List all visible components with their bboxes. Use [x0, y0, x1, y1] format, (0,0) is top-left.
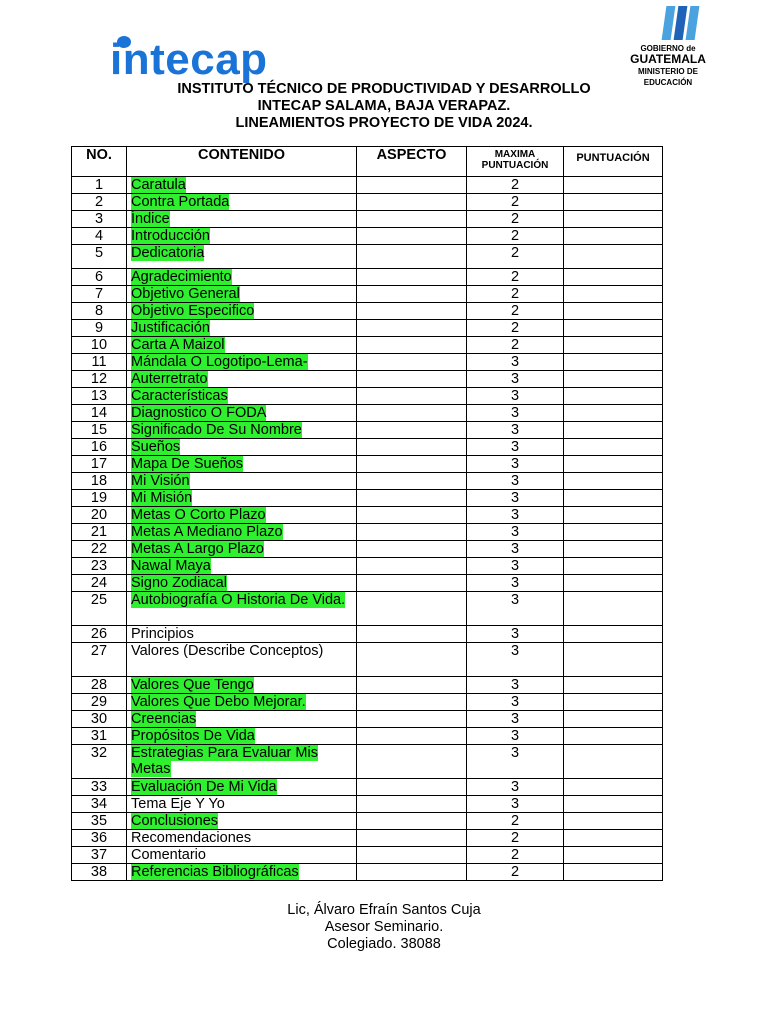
signer-name: Lic, Álvaro Efraín Santos Cuja [287, 902, 481, 918]
row-content: Principios [131, 626, 194, 642]
row-content: Sueños [131, 439, 181, 455]
row-content-cell [127, 405, 357, 422]
row-aspecto [357, 677, 467, 694]
row-max-score: 2 [467, 245, 564, 269]
column-header-maxima [467, 147, 564, 177]
column-header-contenido: CONTENIDO [127, 147, 357, 177]
row-max-score: 3 [467, 677, 564, 694]
row-aspecto [357, 524, 467, 541]
column-header-aspecto: ASPECTO [357, 147, 467, 177]
table-row [72, 830, 663, 847]
table-row [72, 388, 663, 405]
row-score [564, 507, 663, 524]
gobierno-line2: GUATEMALA [630, 52, 706, 66]
row-score [564, 694, 663, 711]
row-number: 7 [72, 286, 127, 303]
row-content-cell [127, 830, 357, 847]
row-aspecto [357, 337, 467, 354]
row-content: Autobiografía O Historia De Vida. [131, 592, 346, 608]
row-aspecto [357, 728, 467, 745]
row-score [564, 558, 663, 575]
row-aspecto [357, 473, 467, 490]
row-content-cell [127, 626, 357, 643]
document-title: LINEAMIENTOS PROYECTO DE VIDA 2024. [235, 115, 533, 131]
row-max-score: 3 [467, 592, 564, 626]
row-content: Comentario [131, 847, 206, 863]
row-aspecto [357, 211, 467, 228]
row-content-cell [127, 245, 357, 269]
row-score [564, 830, 663, 847]
table-row [72, 711, 663, 728]
row-number: 32 [72, 745, 127, 779]
table-row [72, 728, 663, 745]
row-content: Metas A Largo Plazo [131, 541, 264, 557]
row-number: 12 [72, 371, 127, 388]
row-number: 30 [72, 711, 127, 728]
row-score [564, 592, 663, 626]
row-score [564, 711, 663, 728]
row-content-cell [127, 177, 357, 194]
scoring-table [71, 146, 663, 881]
row-number: 16 [72, 439, 127, 456]
row-aspecto [357, 490, 467, 507]
row-content-cell [127, 541, 357, 558]
table-row [72, 422, 663, 439]
row-content-cell [127, 507, 357, 524]
row-content: Valores Que Debo Mejorar. [131, 694, 306, 710]
intecap-logo [110, 34, 320, 86]
table-body [72, 177, 663, 881]
row-content: Dedicatoria [131, 245, 205, 261]
row-aspecto [357, 830, 467, 847]
table-row [72, 490, 663, 507]
row-content: Metas A Mediano Plazo [131, 524, 283, 540]
row-aspecto [357, 711, 467, 728]
row-max-score: 3 [467, 371, 564, 388]
table-row [72, 524, 663, 541]
row-content: Mi Visión [131, 473, 190, 489]
row-aspecto [357, 507, 467, 524]
table-row [72, 592, 663, 626]
row-content-cell [127, 694, 357, 711]
row-max-score: 3 [467, 575, 564, 592]
row-max-score: 3 [467, 388, 564, 405]
row-number: 23 [72, 558, 127, 575]
table-row [72, 694, 663, 711]
flag-icon [642, 6, 718, 40]
row-number: 24 [72, 575, 127, 592]
column-header-maxima-line2: PUNTUACIÓN [481, 160, 549, 171]
row-max-score: 3 [467, 354, 564, 371]
row-content: Evaluación De Mi Vida [131, 779, 277, 795]
row-score [564, 422, 663, 439]
row-max-score: 3 [467, 779, 564, 796]
row-content-cell [127, 473, 357, 490]
row-content: Objetivo Especifico [131, 303, 255, 319]
row-content-cell [127, 354, 357, 371]
row-score [564, 371, 663, 388]
row-number: 11 [72, 354, 127, 371]
row-max-score: 2 [467, 320, 564, 337]
row-number: 10 [72, 337, 127, 354]
row-aspecto [357, 303, 467, 320]
row-max-score: 3 [467, 439, 564, 456]
table-row [72, 796, 663, 813]
table-row [72, 473, 663, 490]
row-max-score: 3 [467, 711, 564, 728]
row-content-cell [127, 524, 357, 541]
row-content: Nawal Maya [131, 558, 211, 574]
column-header-no: NO. [72, 147, 127, 177]
row-number: 9 [72, 320, 127, 337]
row-number: 36 [72, 830, 127, 847]
row-score [564, 779, 663, 796]
row-aspecto [357, 439, 467, 456]
row-number: 18 [72, 473, 127, 490]
row-max-score: 2 [467, 177, 564, 194]
row-content: Valores (Describe Conceptos) [131, 643, 324, 659]
row-number: 1 [72, 177, 127, 194]
row-content-cell [127, 456, 357, 473]
row-score [564, 677, 663, 694]
intecap-logo-text: intecap [110, 35, 268, 84]
row-score [564, 541, 663, 558]
row-content-cell [127, 779, 357, 796]
row-number: 29 [72, 694, 127, 711]
row-score [564, 439, 663, 456]
row-max-score: 3 [467, 490, 564, 507]
row-number: 28 [72, 677, 127, 694]
row-content-cell [127, 643, 357, 677]
row-max-score: 3 [467, 507, 564, 524]
row-aspecto [357, 575, 467, 592]
row-content-cell [127, 211, 357, 228]
row-content: Significado De Su Nombre [131, 422, 302, 438]
table-row [72, 643, 663, 677]
row-content: Referencias Bibliográficas [131, 864, 299, 880]
row-aspecto [357, 320, 467, 337]
table-row [72, 211, 663, 228]
row-content: Creencias [131, 711, 197, 727]
table-row [72, 745, 663, 779]
row-content-cell [127, 194, 357, 211]
row-max-score: 2 [467, 269, 564, 286]
gobierno-line1: GOBIERNO de [640, 44, 696, 53]
row-content-cell [127, 371, 357, 388]
row-content-cell [127, 575, 357, 592]
row-number: 20 [72, 507, 127, 524]
row-max-score: 3 [467, 558, 564, 575]
row-aspecto [357, 371, 467, 388]
row-number: 27 [72, 643, 127, 677]
row-content: Carta A Maizol [131, 337, 225, 353]
row-max-score: 3 [467, 524, 564, 541]
institute-title: INSTITUTO TÉCNICO DE PRODUCTIVIDAD Y DESARROLLO [177, 81, 591, 97]
row-content: Tema Eje Y Yo [131, 796, 225, 812]
row-content: Introducción [131, 228, 210, 244]
row-aspecto [357, 779, 467, 796]
row-content-cell [127, 796, 357, 813]
row-number: 33 [72, 779, 127, 796]
row-content: Características [131, 388, 228, 404]
table-row [72, 456, 663, 473]
table-row [72, 439, 663, 456]
table-row [72, 626, 663, 643]
row-aspecto [357, 354, 467, 371]
row-content-cell [127, 677, 357, 694]
row-content: Valores Que Tengo [131, 677, 254, 693]
row-number: 35 [72, 813, 127, 830]
row-content-cell [127, 439, 357, 456]
row-score [564, 320, 663, 337]
table-row [72, 677, 663, 694]
row-score [564, 388, 663, 405]
table-row [72, 371, 663, 388]
row-aspecto [357, 592, 467, 626]
row-content-cell [127, 711, 357, 728]
table-row [72, 303, 663, 320]
row-content: Diagnostico O FODA [131, 405, 267, 421]
row-aspecto [357, 643, 467, 677]
row-number: 38 [72, 864, 127, 881]
row-max-score: 3 [467, 796, 564, 813]
row-aspecto [357, 228, 467, 245]
row-number: 2 [72, 194, 127, 211]
table-row [72, 405, 663, 422]
row-aspecto [357, 626, 467, 643]
row-aspecto [357, 388, 467, 405]
row-max-score: 3 [467, 422, 564, 439]
row-max-score: 2 [467, 830, 564, 847]
table-row [72, 558, 663, 575]
row-max-score: 3 [467, 473, 564, 490]
row-number: 21 [72, 524, 127, 541]
row-score [564, 864, 663, 881]
row-max-score: 3 [467, 405, 564, 422]
row-number: 4 [72, 228, 127, 245]
row-score [564, 847, 663, 864]
row-content: Estrategias Para Evaluar Mis Metas [131, 745, 318, 777]
row-number: 37 [72, 847, 127, 864]
row-content-cell [127, 269, 357, 286]
row-number: 5 [72, 245, 127, 269]
row-content-cell [127, 303, 357, 320]
row-content: Justificación [131, 320, 210, 336]
row-score [564, 177, 663, 194]
row-max-score: 2 [467, 286, 564, 303]
row-score [564, 286, 663, 303]
table-row [72, 354, 663, 371]
row-aspecto [357, 796, 467, 813]
row-content-cell [127, 728, 357, 745]
row-number: 13 [72, 388, 127, 405]
table-row [72, 177, 663, 194]
row-aspecto [357, 286, 467, 303]
row-content-cell [127, 864, 357, 881]
row-score [564, 813, 663, 830]
row-max-score: 2 [467, 228, 564, 245]
row-number: 19 [72, 490, 127, 507]
row-max-score: 3 [467, 745, 564, 779]
row-score [564, 728, 663, 745]
gobierno-line4: EDUCACIÓN [643, 78, 693, 87]
row-aspecto [357, 745, 467, 779]
row-number: 31 [72, 728, 127, 745]
row-content: Caratula [131, 177, 186, 193]
row-number: 17 [72, 456, 127, 473]
table-row [72, 286, 663, 303]
row-content: Recomendaciones [131, 830, 252, 846]
gobierno-line3: MINISTERIO DE [637, 67, 698, 76]
row-content-cell [127, 745, 357, 779]
row-max-score: 2 [467, 337, 564, 354]
row-aspecto [357, 541, 467, 558]
row-max-score: 2 [467, 211, 564, 228]
row-aspecto [357, 405, 467, 422]
row-number: 15 [72, 422, 127, 439]
row-max-score: 3 [467, 456, 564, 473]
campus-title: INTECAP SALAMA, BAJA VERAPAZ. [257, 98, 511, 114]
row-content: Mándala O Logotipo-Lema- [131, 354, 308, 370]
row-content: Signo Zodiacal [131, 575, 227, 591]
row-aspecto [357, 194, 467, 211]
row-score [564, 575, 663, 592]
table-row [72, 847, 663, 864]
row-aspecto [357, 269, 467, 286]
row-score [564, 211, 663, 228]
row-max-score: 2 [467, 813, 564, 830]
row-score [564, 456, 663, 473]
row-score [564, 643, 663, 677]
row-number: 6 [72, 269, 127, 286]
row-score [564, 405, 663, 422]
row-content-cell [127, 320, 357, 337]
row-number: 34 [72, 796, 127, 813]
table-row [72, 575, 663, 592]
row-score [564, 745, 663, 779]
row-aspecto [357, 864, 467, 881]
row-content: Propósitos De Vida [131, 728, 255, 744]
row-score [564, 473, 663, 490]
row-score [564, 303, 663, 320]
row-score [564, 354, 663, 371]
row-content: Metas O Corto Plazo [131, 507, 266, 523]
row-max-score: 3 [467, 694, 564, 711]
row-score [564, 626, 663, 643]
row-score [564, 796, 663, 813]
row-content: Auterretrato [131, 371, 208, 387]
row-content-cell [127, 422, 357, 439]
row-content: Índice [131, 211, 170, 227]
row-aspecto [357, 694, 467, 711]
row-content-cell [127, 558, 357, 575]
table-row [72, 507, 663, 524]
row-aspecto [357, 177, 467, 194]
row-content-cell [127, 847, 357, 864]
row-score [564, 245, 663, 269]
row-score [564, 524, 663, 541]
row-score [564, 228, 663, 245]
row-content: Mapa De Sueños [131, 456, 244, 472]
row-content-cell [127, 388, 357, 405]
table-row [72, 320, 663, 337]
column-header-puntuacion: PUNTUACIÓN [564, 147, 663, 177]
table-row [72, 813, 663, 830]
row-max-score: 2 [467, 847, 564, 864]
row-max-score: 2 [467, 194, 564, 211]
table-row [72, 541, 663, 558]
row-aspecto [357, 558, 467, 575]
table-row [72, 194, 663, 211]
row-content-cell [127, 490, 357, 507]
row-content-cell [127, 286, 357, 303]
row-number: 26 [72, 626, 127, 643]
row-content: Agradecimiento [131, 269, 232, 285]
row-max-score: 3 [467, 626, 564, 643]
row-content: Conclusiones [131, 813, 219, 829]
row-score [564, 194, 663, 211]
table-row [72, 245, 663, 269]
signer-role: Asesor Seminario. [324, 919, 444, 935]
table-row [72, 864, 663, 881]
row-aspecto [357, 847, 467, 864]
table-row [72, 779, 663, 796]
table-row [72, 228, 663, 245]
row-content: Objetivo General [131, 286, 240, 302]
table-row [72, 269, 663, 286]
row-score [564, 269, 663, 286]
row-number: 14 [72, 405, 127, 422]
row-content-cell [127, 592, 357, 626]
row-aspecto [357, 422, 467, 439]
row-content-cell [127, 813, 357, 830]
row-number: 25 [72, 592, 127, 626]
row-max-score: 2 [467, 303, 564, 320]
row-score [564, 337, 663, 354]
row-max-score: 3 [467, 728, 564, 745]
row-content: Contra Portada [131, 194, 230, 210]
row-content-cell [127, 228, 357, 245]
row-number: 22 [72, 541, 127, 558]
row-aspecto [357, 456, 467, 473]
row-content-cell [127, 337, 357, 354]
column-header-maxima-line1: MAXIMA [494, 149, 536, 160]
row-score [564, 490, 663, 507]
row-aspecto [357, 813, 467, 830]
gobierno-guatemala-logo [618, 6, 718, 86]
row-number: 8 [72, 303, 127, 320]
row-number: 3 [72, 211, 127, 228]
table-row [72, 337, 663, 354]
row-max-score: 3 [467, 643, 564, 677]
signer-colegiado: Colegiado. 38088 [327, 936, 441, 952]
row-max-score: 2 [467, 864, 564, 881]
row-aspecto [357, 245, 467, 269]
row-content: Mi Misión [131, 490, 193, 506]
row-max-score: 3 [467, 541, 564, 558]
